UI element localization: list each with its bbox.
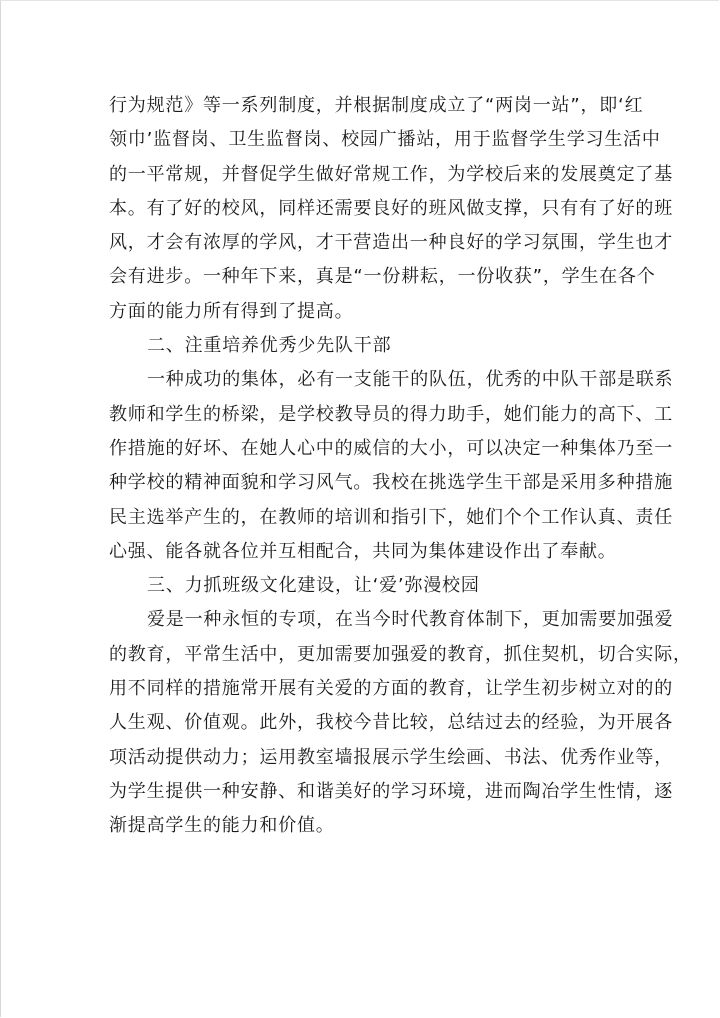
text-line: 种学校的精神面貌和学习风气。我校在挑选学生干部是采用多种措施 [109, 472, 673, 494]
text-line: 人生观、价值观。此外，我校今昔比较，总结过去的经验，为开展各 [109, 712, 673, 734]
text-line: 教师和学生的桥梁，是学校教导员的得力助手，她们能力的高下、工 [109, 403, 673, 425]
text-line: 风，才会有浓厚的学风，才干营造出一种良好的学习氛围，学生也才 [109, 232, 673, 254]
text-line: 方面的能力所有得到了提高。 [109, 300, 354, 322]
text-line: 民主选举产生的，在教师的培训和指引下，她们个个工作认真、责任 [109, 506, 673, 528]
section-heading: 二、注重培养优秀少先队干部 [147, 335, 392, 357]
text-line: 为学生提供一种安静、和谐美好的学习环境，进而陶冶学生性情，逐 [109, 780, 673, 802]
text-line: 一种成功的集体，必有一支能干的队伍，优秀的中队干部是联系 [147, 369, 674, 391]
document-body [109, 89, 692, 844]
text-line: 心强、能各就各位并互相配合，共同为集体建设作出了奉献。 [109, 540, 617, 562]
text-line: 渐提高学生的能力和价值。 [109, 815, 335, 837]
text-line: 的一平常规，并督促学生做好常规工作，为学校后来的发展奠定了基 [109, 163, 673, 185]
text-line: 本。有了好的校风，同样还需要良好的班风做支撑，只有有了好的班 [109, 197, 673, 219]
text-line: 作措施的好坏、在她人心中的威信的大小，可以决定一种集体乃至一 [109, 437, 673, 459]
text-line: 爱是一种永恒的专项，在当今时代教育体制下，更加需要加强爱 [147, 609, 674, 631]
text-line: 会有进步。一种年下来，真是“一份耕耘，一份收获”，学生在各个 [109, 266, 656, 288]
text-line: 项活动提供动力；运用教室墙报展示学生绘画、书法、优秀作业等， [109, 746, 673, 768]
text-line: 行为规范》等一系列制度，并根据制度成立了“两岗一站”，即‘红 [109, 95, 644, 116]
text-line: 用不同样的措施常开展有关爱的方面的教育，让学生初步树立对的的 [109, 678, 673, 700]
text-line: 的教育，平常生活中，更加需要加强爱的教育，抓住契机，切合实际， [109, 643, 692, 665]
text-line: 领巾’监督岗、卫生监督岗、校园广播站，用于监督学生学习生活中 [109, 129, 661, 151]
section-heading: 三、力抓班级文化建设，让‘爱’弥漫校园 [147, 575, 480, 597]
